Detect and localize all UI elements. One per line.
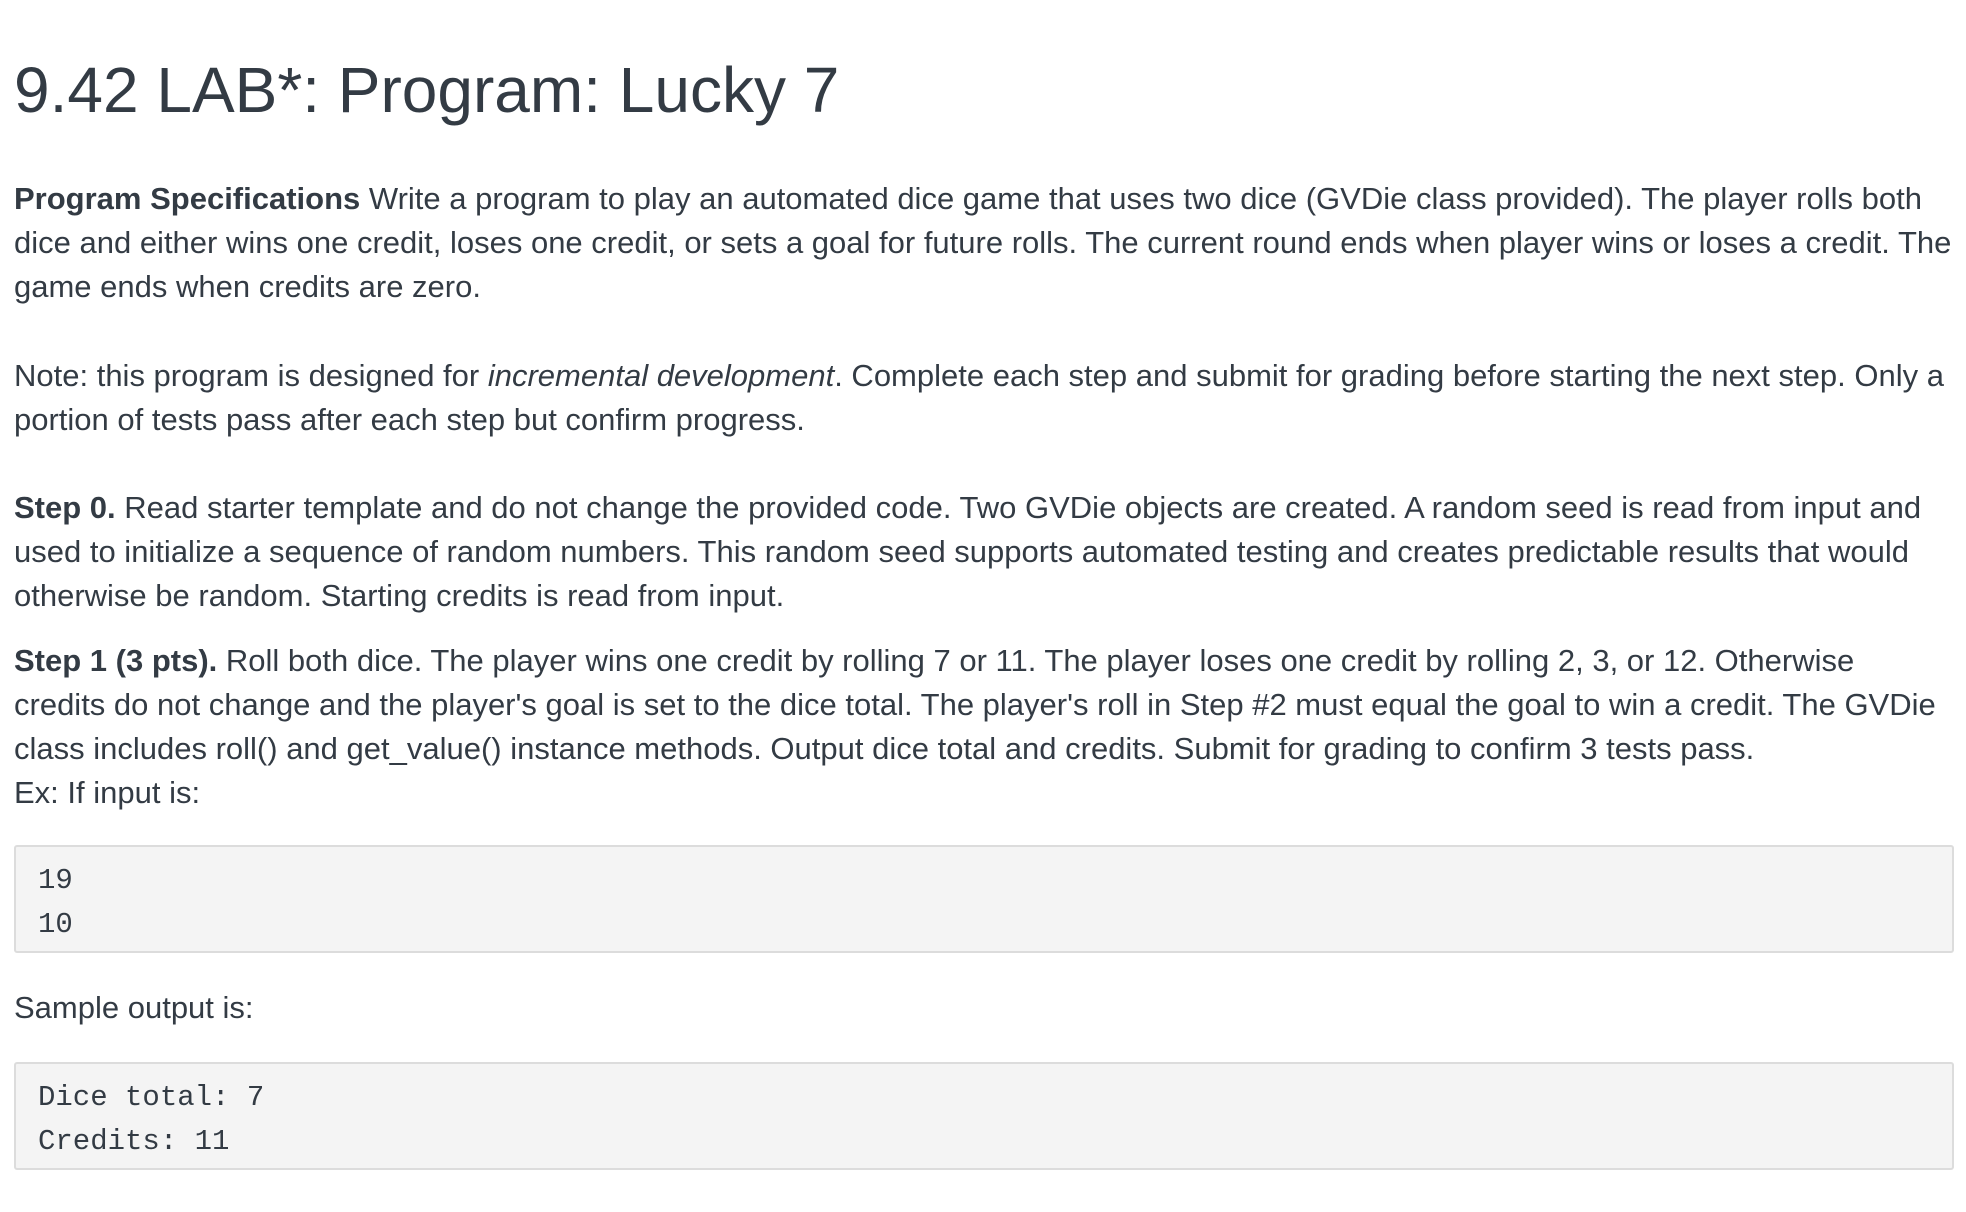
note-emphasis: incremental development bbox=[487, 358, 835, 393]
note-text-before: Note: this program is designed for bbox=[14, 358, 488, 393]
sample-output-box bbox=[14, 1062, 1954, 1170]
sample-input-line: 19 bbox=[38, 864, 73, 897]
note-text-after: . Complete each step and submit for grading before starting the next step. Only a portion of tests pass after each step but confirm progress. bbox=[14, 358, 1944, 437]
example-label: Ex: If input is: bbox=[14, 775, 201, 810]
sample-output-label: Sample output is: bbox=[14, 990, 254, 1025]
step1-paragraph bbox=[14, 639, 1954, 815]
step1-text: Roll both dice. The player wins one credit by rolling 7 or 11. The player loses one credit by rolling 2, 3, or 12. Otherwise credits do not change and the player's goal is set to the dice total. The player's roll in Step #2 must equal the goal to win a credit. The GVDie class includes roll() and get_value() instance methods. Output dice total and credits. Submit for grading to confirm 3 tests pass. bbox=[14, 643, 1936, 766]
sample-output-line: Credits: 11 bbox=[38, 1125, 230, 1158]
step1-label: Step 1 (3 pts). bbox=[14, 643, 218, 678]
note-paragraph bbox=[14, 354, 1954, 442]
program-specifications-paragraph bbox=[14, 177, 1954, 309]
step0-text: Read starter template and do not change the provided code. Two GVDie objects are created. A random seed is read from input and used to initialize a sequence of random numbers. This random seed supports automated testing and creates predictable results that would otherwise be random. Starting credits is read from input. bbox=[14, 490, 1922, 613]
step0-paragraph bbox=[14, 486, 1954, 618]
sample-input-line: 10 bbox=[38, 908, 73, 941]
step0-label: Step 0. bbox=[14, 490, 116, 525]
program-specifications-label: Program Specifications bbox=[14, 181, 361, 216]
program-specifications-text: Write a program to play an automated dice game that uses two dice (GVDie class provided). The player rolls both dice and either wins one credit, loses one credit, or sets a goal for future rolls. The current round ends when player wins or loses a credit. The game ends when credits are zero. bbox=[14, 181, 1952, 304]
sample-output-line: Dice total: 7 bbox=[38, 1081, 265, 1114]
page-title: 9.42 LAB*: Program: Lucky 7 bbox=[14, 54, 840, 126]
sample-input-box bbox=[14, 845, 1954, 953]
